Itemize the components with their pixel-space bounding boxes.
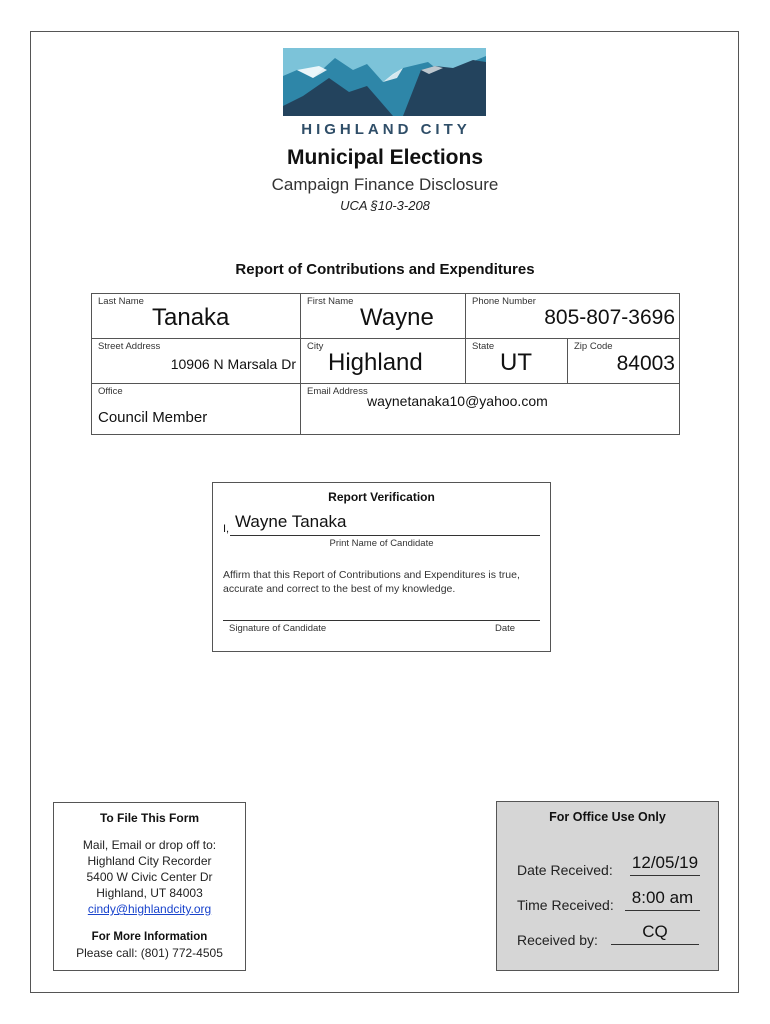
- print-name-label: Print Name of Candidate: [329, 538, 434, 549]
- more-info-title: For More Information: [91, 931, 208, 943]
- email-cell: [301, 384, 679, 434]
- state-field[interactable]: UT: [500, 349, 532, 376]
- city-cell: [301, 339, 466, 384]
- zip-cell: [568, 339, 679, 384]
- time-received-field[interactable]: 8:00 am: [631, 888, 694, 907]
- verification-title: Report Verification: [328, 490, 435, 504]
- state-cell: [466, 339, 568, 384]
- first-name-cell: [301, 294, 466, 339]
- signature-line[interactable]: [223, 620, 540, 621]
- print-name-field[interactable]: Wayne Tanaka: [235, 512, 347, 531]
- verification-i-prefix: I,: [223, 523, 230, 535]
- office-label: Office: [98, 386, 123, 397]
- filing-info-box: [53, 802, 246, 971]
- highland-city-logo-icon: [283, 48, 486, 116]
- office-use-box: [496, 801, 719, 971]
- candidate-info-grid: [91, 293, 680, 435]
- first-name-field[interactable]: Wayne: [360, 304, 434, 331]
- more-info-phone: Please call: (801) 772-4505: [76, 946, 223, 960]
- phone-field[interactable]: 805-807-3696: [544, 306, 675, 329]
- last-name-field[interactable]: Tanaka: [152, 304, 230, 331]
- time-received-line: [625, 910, 700, 911]
- state-label: State: [472, 341, 495, 352]
- email-field[interactable]: waynetanaka10@yahoo.com: [367, 393, 548, 409]
- last-name-cell: [92, 294, 301, 339]
- office-use-title: For Office Use Only: [549, 810, 666, 824]
- street-field[interactable]: 10906 N Marsala Dr: [170, 356, 296, 372]
- print-name-line: [230, 535, 540, 536]
- brand-name: HIGHLAND CITY: [301, 121, 471, 138]
- zip-label: Zip Code: [574, 341, 613, 352]
- date-received-label: Date Received:: [517, 862, 613, 878]
- filing-address: [54, 837, 245, 917]
- street-label: Street Address: [98, 341, 161, 352]
- office-cell: [92, 384, 301, 434]
- city-label: City: [307, 341, 324, 352]
- signature-label: Signature of Candidate: [229, 623, 327, 634]
- received-by-field[interactable]: CQ: [642, 922, 668, 941]
- zip-field[interactable]: 84003: [616, 352, 675, 375]
- recorder-email-link[interactable]: cindy@highlandcity.org: [87, 902, 212, 916]
- filing-line: Highland, UT 84003: [96, 886, 203, 900]
- filing-title: To File This Form: [99, 811, 200, 825]
- report-heading: Report of Contributions and Expenditures: [235, 261, 535, 278]
- last-name-label: Last Name: [98, 296, 144, 307]
- page-subtitle: Campaign Finance Disclosure: [271, 175, 499, 194]
- street-cell: [92, 339, 301, 384]
- date-received-line: [630, 875, 700, 876]
- phone-label: Phone Number: [472, 296, 536, 307]
- received-by-label: Received by:: [517, 932, 598, 948]
- office-field[interactable]: Council Member: [98, 409, 208, 426]
- statute-reference: UCA §10-3-208: [340, 198, 430, 213]
- time-received-label: Time Received:: [517, 897, 614, 913]
- first-name-label: First Name: [307, 296, 354, 307]
- date-received-field[interactable]: 12/05/19: [631, 853, 699, 872]
- city-field[interactable]: Highland: [328, 349, 423, 376]
- email-label: Email Address: [307, 386, 368, 397]
- filing-line: Mail, Email or drop off to:: [82, 838, 217, 852]
- filing-line: 5400 W Civic Center Dr: [86, 870, 213, 884]
- report-verification-box: [212, 482, 551, 652]
- phone-cell: [466, 294, 679, 339]
- page-title: Municipal Elections: [286, 146, 484, 169]
- date-label: Date: [495, 623, 516, 634]
- affirmation-text: Affirm that this Report of Contributions and Expenditures is true, accurate and correct to the best of my knowledge.: [223, 569, 520, 595]
- filing-line: Highland City Recorder: [87, 854, 212, 868]
- received-by-line: [611, 944, 699, 945]
